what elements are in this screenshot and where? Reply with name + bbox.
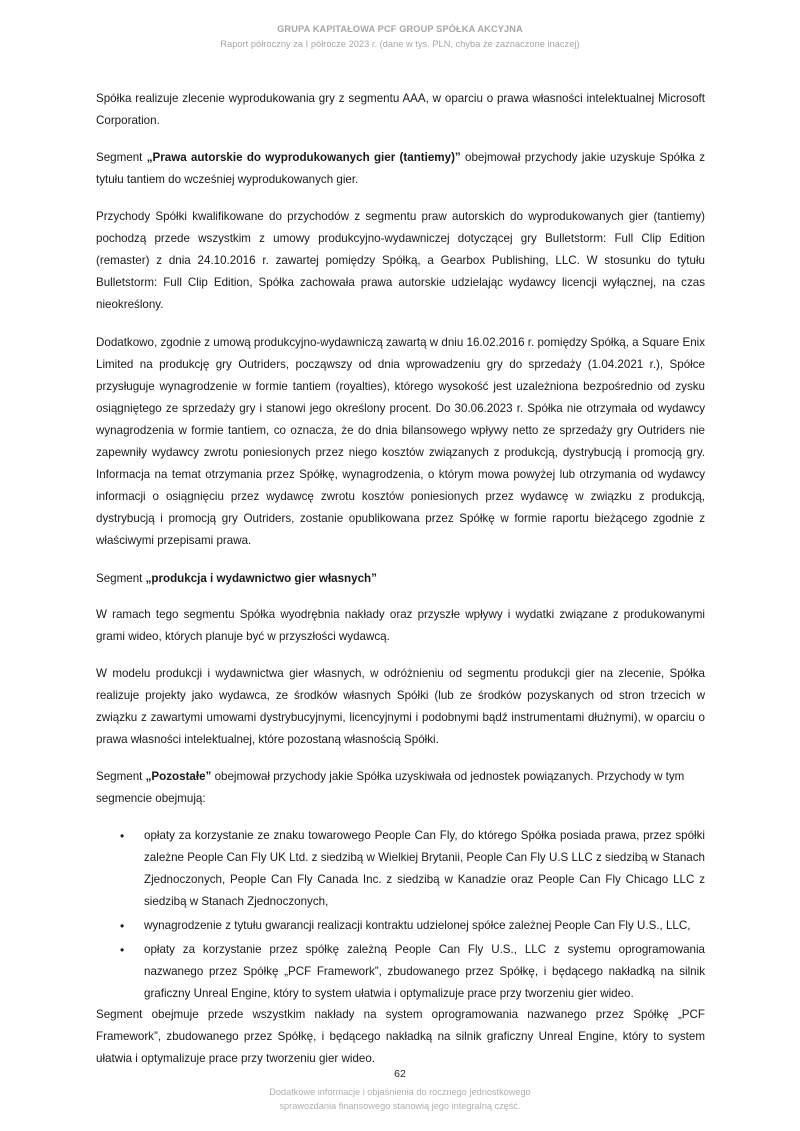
paragraph-own-games-model (96, 663, 705, 751)
paragraph-text: W modelu produkcji i wydawnictwa gier własnych, w odróżnieniu od segmentu produkcji gier na zlecenie, Spółka realizuje projekty jako wydawca, ze środków własnych Spółki (lub ze środków pozyskanych od stron trzecich w związku z zawartymi umowami dystrybucyjnymi, licencyjnymi i podobnymi bądź instrumentami dłużnymi), w oparciu o prawa własności intelektualnej, które pozostaną własnością Spółki. (96, 667, 705, 746)
footer-note-line-2: sprawozdania finansowego stanowią jego integralną część. (279, 1100, 521, 1111)
list-item-text: opłaty za korzystanie przez spółkę zależną People Can Fly U.S., LLC z systemu oprogramowania nazwanego przez Spółkę „PCF Framework”, zbudowanego przez Spółkę, i będącego nakładką na silnik graficzny Unreal Engine, który to system ułatwia i optymalizuje prace przy tworzeniu gier wideo. (144, 943, 705, 1000)
bullet-icon: • (120, 943, 125, 957)
running-header (0, 22, 800, 52)
paragraph-outriders-royalties (96, 332, 705, 552)
other-segment-revenue-list (96, 825, 705, 1005)
segment-name-royalties: „Prawa autorskie do wyprodukowanych gier (tantiemy)” (146, 151, 461, 164)
header-company-name: GRUPA KAPITAŁOWA PCF GROUP SPÓŁKA AKCYJNA (277, 24, 523, 34)
list-item (96, 939, 705, 1005)
footer-note-line-1: Dodatkowe informacje i objaśnienia do rocznego jednostkowego (269, 1087, 531, 1097)
segment-description: obejmował przychody jakie uzyskuje Spółka z tytułu tantiem do wcześniej wyprodukowanych gier. (96, 151, 706, 186)
paragraph-pcf-framework (96, 1004, 705, 1070)
paragraph-text: W ramach tego segmentu Spółka wyodrębnia nakłady oraz przyszłe wpływy i wydatki związane z produkowanymi grami wideo, których planuje być w przyszłości wydawcą. (96, 608, 705, 643)
paragraph-own-games-segment-heading (96, 568, 705, 590)
list-item-text: wynagrodzenie z tytułu gwarancji realizacji kontraktu udzielonej spółce zależnej People Can Fly U.S., LLC, (144, 919, 691, 932)
paragraph-royalties-segment (96, 147, 705, 191)
segment-label-prefix: Segment (96, 151, 147, 164)
paragraph-own-games-scope (96, 604, 705, 648)
paragraph-text: Dodatkowo, zgodnie z umową produkcyjno-wydawniczą zawartą w dniu 16.02.2016 r. pomiędzy Spółką, a Square Enix Limited na produkcję gry Outriders, począwszy od dnia wprowadzeniu gry do sprzedaży (1.04.2021 r.), Spółce przysługuje wynagrodzenie w formie tantiem (royalties), którego wysokość jest uzależniona bezpośrednio od zysku osiągniętego ze sprzedaży gry i stanowi jego określony procent. Do 30.06.2023 r. Spółka nie otrzymała od wydawcy wynagrodzenia w formie tantiem, co oznacza, że do dnia bilansowego wpływy netto ze sprzedaży gry Outriders nie zapewniły wydawcy zwrotu poniesionych przez niego kosztów związanych z produkcją, dystrybucją i promocją gry. Informacja na temat otrzymania przez Spółkę, wynagrodzenia, o którym mowa powyżej lub otrzymania od wydawcy informacji o osiągnięciu przez wydawcę zwrotu kosztów poniesionych przez wydawcę w związku z produkcją, dystrybucją i promocją gry Outriders, zostanie opublikowana przez Spółkę w formie raportu bieżącego zgodnie z właściwymi przepisami prawa. (96, 336, 706, 547)
paragraph-text: Spółka realizuje zlecenie wyprodukowania gry z segmentu AAA, w oparciu o prawa własności intelektualnej Microsoft Corporation. (96, 92, 705, 127)
paragraph-bulletstorm-revenue (96, 206, 705, 316)
segment-label-prefix: Segment (96, 572, 146, 585)
paragraph-text: Segment obejmuje przede wszystkim nakłady na system oprogramowania nazwanego przez Spółkę „PCF Framework”, zbudowanego przez Spółkę, i będącego nakładką na silnik graficzny Unreal Engine, który to system ułatwia i optymalizuje prace przy tworzeniu gier wideo. (96, 1008, 705, 1065)
segment-name-other: „Pozostałe” (145, 770, 212, 783)
segment-description: obejmował przychody jakie Spółka uzyskiwała od jednostek powiązanych. Przychody w tym segmencie obejmują: (96, 770, 685, 805)
segment-label-prefix: Segment (96, 770, 146, 783)
bullet-icon: • (120, 829, 125, 843)
paragraph-text: Przychody Spółki kwalifikowane do przychodów z segmentu praw autorskich do wyprodukowanych gier (tantiemy) pochodzą przede wszystkim z umowy produkcyjno-wydawniczej dotyczącej gry Bulletstorm: Full Clip Edition (remaster) z dnia 24.10.2016 r. zawartej pomiędzy Spółką, a Gearbox Publishing, LLC. W stosunku do tytułu Bulletstorm: Full Clip Edition, Spółka zachowała prawa autorskie udzielając wydawcy licencji wyłącznej, na czas nieokreślony. (96, 210, 705, 311)
bullet-icon: • (120, 919, 125, 933)
running-footer (0, 1086, 800, 1113)
closing-paragraph-block (96, 1004, 705, 1070)
paragraph-aaa-segment (96, 88, 705, 132)
list-item (96, 825, 705, 913)
list-item-text: opłaty za korzystanie ze znaku towarowego People Can Fly, do którego Spółka posiada prawa, przez spółki zależne People Can Fly UK Ltd. z siedzibą w Wielkiej Brytanii, People Can Fly U.S LLC z siedzibą w Stanach Zjednoczonych, People Can Fly Canada Inc. z siedzibą w Kanadzie oraz People Can Fly Chicago LLC z siedzibą w Stanach Zjednoczonych, (144, 829, 705, 908)
segment-name-own-games: „produkcja i wydawnictwo gier własnych” (145, 572, 377, 585)
page-number: 62 (394, 1068, 406, 1080)
paragraph-other-segment (96, 766, 705, 810)
header-report-subtitle: Raport półroczny za I półrocze 2023 r. (dane w tys. PLN, chyba że zaznaczone inaczej) (220, 39, 580, 49)
list-item (96, 915, 705, 937)
document-body (96, 88, 705, 1007)
